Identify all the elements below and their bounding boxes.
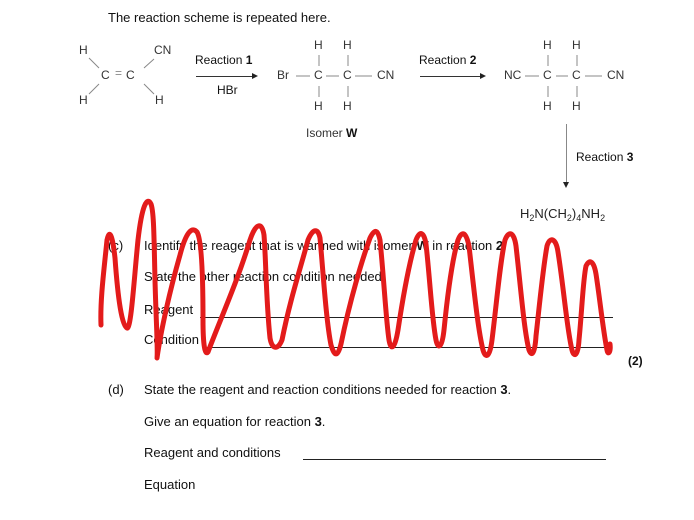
atom-h: H [79,93,88,107]
atom-c: C [572,68,581,82]
atom-c: C [543,68,552,82]
atom-c: C [343,68,352,82]
reaction-1-label [195,53,252,67]
atom-c: C [314,68,323,82]
atom-h: H [314,38,323,52]
text: . [507,382,512,397]
reaction-3-label [576,150,633,164]
arrow-head-icon [563,182,569,188]
formula-subscript: 2 [600,213,606,223]
reagent-label: Reagent [144,302,194,317]
isomer-w-caption [306,126,357,140]
marks: (2) [628,354,643,368]
atom-nc: NC [504,68,522,82]
formula-subscript: 2 [566,213,572,223]
atom-h: H [343,99,352,113]
product-diamine [520,206,605,221]
reaction-2-label [419,53,476,67]
arrow-head-icon [480,73,486,79]
atom-cn: CN [377,68,395,82]
reaction-1-reagent: HBr [217,83,238,97]
formula-part: H [520,206,530,221]
question-c-line1 [144,238,507,253]
text: State the reagent and reaction conditions needed for reaction [144,382,501,397]
caption-text: Isomer [306,126,347,140]
caption-letter: W [346,126,358,140]
formula-subscript: 4 [576,213,582,223]
atom-cn: CN [154,43,172,57]
reaction-label: Reaction [419,53,470,67]
question-d-line2 [144,414,325,429]
reaction-label: Reaction [195,53,246,67]
condition-answer-line[interactable] [207,347,612,348]
atom-h: H [79,43,88,57]
text: . [321,414,326,429]
text-bold: 2 [495,238,504,253]
atom-br: Br [277,68,289,82]
atom-cn: CN [607,68,625,82]
question-label: (d) [108,382,124,397]
formula-part: ) [571,206,577,221]
question-c-line2: State the other reaction condition needed. [144,269,386,284]
equation-label: Equation [144,477,196,492]
text-bold: W [416,238,429,253]
atom-c: C [126,68,135,82]
formula-part: N(CH [534,206,567,221]
reaction-number: 3 [626,150,634,164]
condition-label: Condition [144,332,199,347]
reaction-label: Reaction [576,150,627,164]
text: in reaction [428,238,496,253]
question-d-line1 [144,382,511,397]
text: Give an equation for reaction [144,414,315,429]
atom-c: C [101,68,110,82]
reagent-conditions-label: Reagent and conditions [144,445,281,460]
reaction-arrow [196,76,252,77]
text: Identify the reagent that is warmed with isomer [144,238,417,253]
text: . [503,238,507,253]
text-bold: 3 [314,414,322,429]
atom-h: H [572,38,581,52]
formula-part: NH [581,206,601,221]
text-bold: 3 [500,382,508,397]
atom-h: H [543,99,552,113]
atom-h: H [543,38,552,52]
atom-h: H [155,93,164,107]
reaction-arrow [566,124,567,182]
atom-h: H [314,99,323,113]
reaction-arrow [420,76,480,77]
arrow-head-icon [252,73,258,79]
question-label: (c) [108,238,124,253]
atom-h: H [343,38,352,52]
intro-text: The reaction scheme is repeated here. [108,10,331,25]
reagent-conditions-answer-line[interactable] [303,459,606,460]
double-bond: = [115,66,123,80]
reaction-number: 1 [245,53,253,67]
formula-subscript: 2 [529,213,535,223]
reagent-answer-line[interactable] [200,317,613,318]
atom-h: H [572,99,581,113]
reaction-number: 2 [469,53,477,67]
